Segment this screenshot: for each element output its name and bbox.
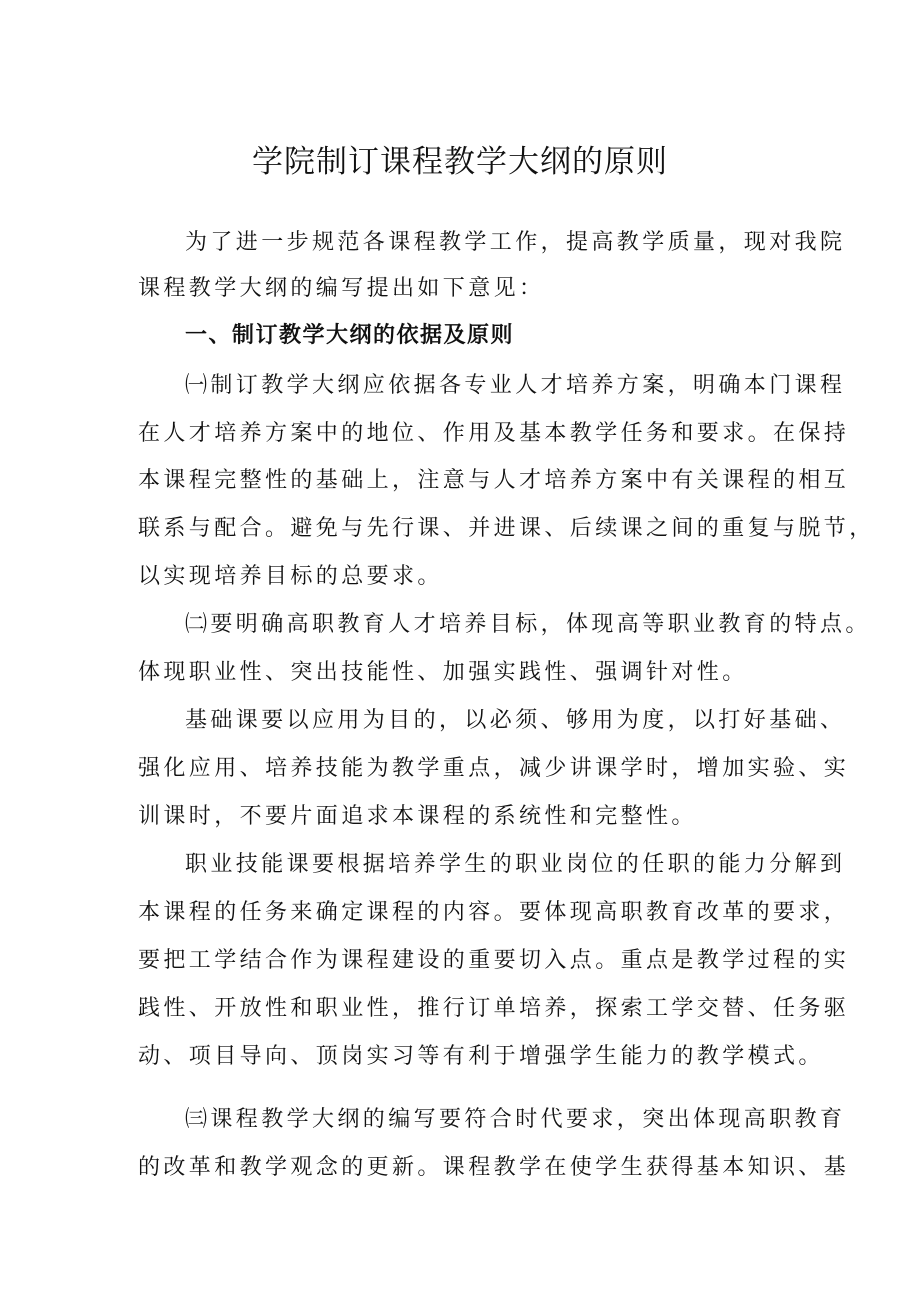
text-line: 体现职业性、突出技能性、加强实践性、强调针对性。 xyxy=(138,660,748,685)
text-line: 动、项目导向、顶岗实习等有利于增强学生能力的教学模式。 xyxy=(138,1044,824,1069)
text-line: 课程教学大纲的编写提出如下意见： xyxy=(138,276,545,301)
text-line: ㈢课程教学大纲的编写要符合时代要求，突出体现高职教育 xyxy=(185,1107,846,1132)
text-line: 要把工学结合作为课程建设的重要切入点。重点是教学过程的实 xyxy=(138,948,850,973)
text-line: 在人才培养方案中的地位、作用及基本教学任务和要求。在保持 xyxy=(138,421,850,446)
text-line: ㈡要明确高职教育人才培养目标，体现高等职业教育的特点。 xyxy=(185,612,871,637)
text-line: 强化应用、培养技能为教学重点，减少讲课学时，增加实验、实 xyxy=(138,756,850,781)
text-line: 联系与配合。避免与先行课、并进课、后续课之间的重复与脱节， xyxy=(138,516,875,541)
text-line: 职业技能课要根据培养学生的职业岗位的任职的能力分解到 xyxy=(185,852,846,877)
text-line: 以实现培养目标的总要求。 xyxy=(138,564,443,589)
section-heading: 一、制订教学大纲的依据及原则 xyxy=(185,323,515,348)
text-line: ㈠制订教学大纲应依据各专业人才培养方案，明确本门课程 xyxy=(185,373,846,398)
document-title: 学院制订课程教学大纲的原则 xyxy=(252,144,668,180)
text-line: 本课程完整性的基础上，注意与人才培养方案中有关课程的相互 xyxy=(138,468,850,493)
text-line: 为了进一步规范各课程教学工作，提高教学质量，现对我院 xyxy=(185,230,846,255)
text-line: 训课时，不要片面追求本课程的系统性和完整性。 xyxy=(138,804,697,829)
text-line: 本课程的任务来确定课程的内容。要体现高职教育改革的要求， xyxy=(138,900,850,925)
text-line: 基础课要以应用为目的，以必须、够用为度，以打好基础、 xyxy=(185,708,846,733)
text-line: 践性、开放性和职业性，推行订单培养，探索工学交替、任务驱 xyxy=(138,996,850,1021)
text-line: 的改革和教学观念的更新。课程教学在使学生获得基本知识、基 xyxy=(138,1155,850,1180)
